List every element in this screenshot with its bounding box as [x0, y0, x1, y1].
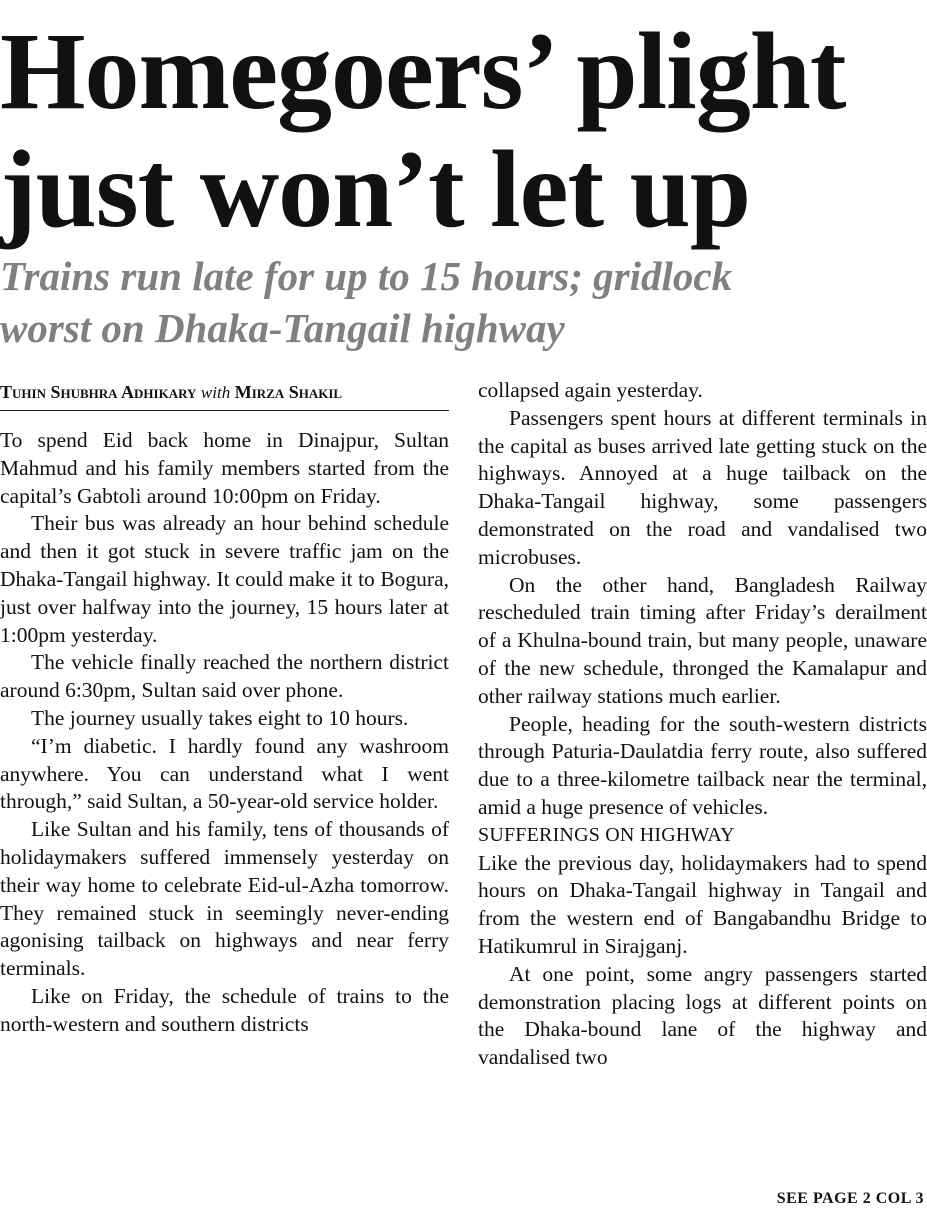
article-column-right — [478, 377, 927, 1072]
headline-line-1: Homegoers’ plight — [0, 10, 846, 132]
byline-author-2: Mirza Shakil — [234, 382, 343, 402]
headline-line-2: just won’t let up — [0, 128, 750, 250]
body-paragraph: People, heading for the south-western districts through Paturia-Daulatdia ferry route, also suffered due to a three-kilometre tailback near the terminal, amid a huge presence of vehicles. — [478, 711, 927, 819]
body-paragraph: “I’m diabetic. I hardly found any washroom anywhere. You can understand what I went through,” said Sultan, a 50-year-old service holder. — [0, 733, 449, 814]
body-paragraph-continued: collapsed again yesterday. — [478, 378, 703, 402]
section-heading: SUFFERINGS ON HIGHWAY — [478, 823, 735, 846]
byline-author-1: Tuhin Shubhra Adhikary — [0, 382, 197, 402]
body-paragraph: On the other hand, Bangladesh Railway rescheduled train timing after Friday’s derailment of a Khulna-bound train, but many people, unaware of the new schedule, thronged the Kamalapur and other railway stations much earlier. — [478, 572, 927, 708]
body-paragraph: Passengers spent hours at different terminals in the capital as buses arrived late getting stuck on the highways. Annoyed at a huge tailback on the Dhaka-Tangail highway, some passengers demonstrated on the road and vandalised two microbuses. — [478, 405, 927, 569]
subheadline-line-2: worst on Dhaka-Tangail highway — [0, 305, 565, 351]
body-paragraph: Like the previous day, holidaymakers had to spend hours on Dhaka-Tangail highway in Tangail and from the western end of Bangabandhu Bridge to Hatikumrul in Sirajganj. — [478, 850, 927, 958]
headline — [0, 12, 927, 248]
byline-connector: with — [200, 383, 231, 402]
body-paragraph: Their bus was already an hour behind schedule and then it got stuck in severe traffic jam on the Dhaka-Tangail highway. It could make it to Bogura, just over halfway into the journey, 15 hours later at 1:00pm yesterday. — [0, 511, 449, 647]
body-paragraph: The journey usually takes eight to 10 hours. — [31, 705, 409, 730]
byline — [0, 380, 449, 411]
subheadline — [0, 250, 927, 354]
body-paragraph: Like on Friday, the schedule of trains to the north-western and southern districts — [0, 983, 449, 1036]
body-paragraph: Like Sultan and his family, tens of thousands of holidaymakers suffered immensely yesterday on their way home to celebrate Eid-ul-Azha tomorrow. They remained stuck in seemingly never-ending agonising tailback on highways and near ferry terminals. — [0, 817, 449, 981]
body-paragraph: To spend Eid back home in Dinajpur, Sultan Mahmud and his family members started from the capital’s Gabtoli around 10:00pm on Friday. — [0, 428, 449, 508]
body-paragraph: The vehicle finally reached the northern district around 6:30pm, Sultan said over phone. — [0, 650, 449, 703]
article-column-left — [0, 427, 449, 1039]
continuation-jump-line: SEE PAGE 2 COL 3 — [776, 1190, 924, 1207]
subheadline-line-1: Trains run late for up to 15 hours; gridlock — [0, 253, 733, 299]
body-paragraph: At one point, some angry passengers started demonstration placing logs at different points on the Dhaka-bound lane of the highway and vandalised two — [478, 961, 927, 1070]
